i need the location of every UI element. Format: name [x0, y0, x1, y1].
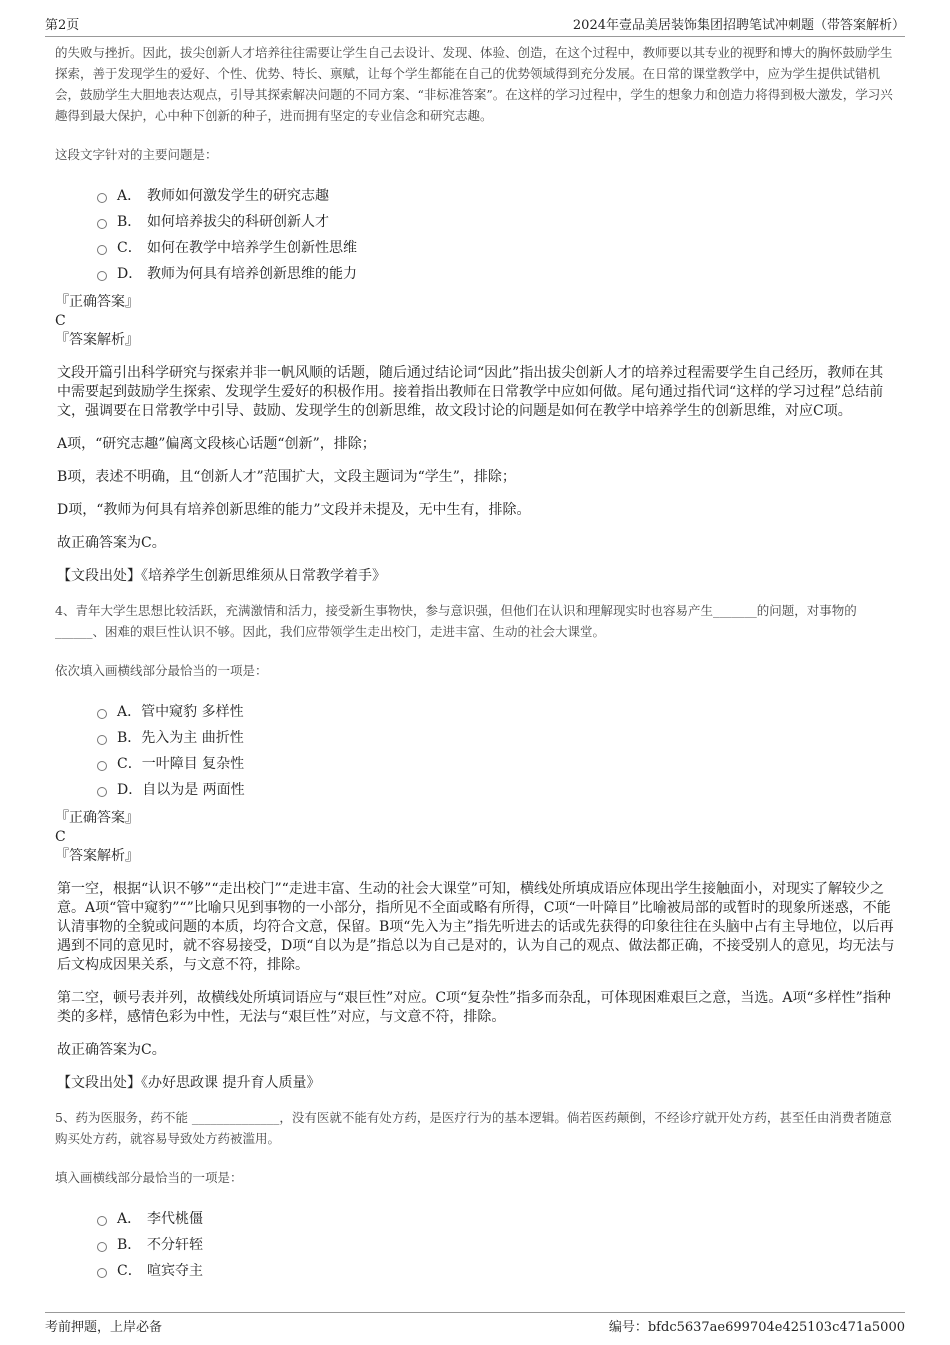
radio-icon[interactable] — [97, 271, 107, 281]
q4-option-a[interactable] — [97, 699, 895, 725]
option-letter: B． — [117, 730, 142, 746]
radio-icon[interactable] — [97, 219, 107, 229]
radio-icon[interactable] — [97, 761, 107, 771]
radio-icon[interactable] — [97, 787, 107, 797]
option-letter: A． — [117, 188, 142, 204]
radio-icon[interactable] — [97, 193, 107, 203]
page-content — [55, 42, 895, 1284]
q5-options — [97, 1206, 895, 1284]
q3-analysis-para: B项，表述不明确，且“创新人才”范围扩大，文段主题词为“学生”，排除； — [57, 469, 516, 485]
option-text: 教师如何激发学生的研究志趣 — [147, 188, 329, 204]
answer-value: C — [55, 829, 66, 845]
analysis-label: 『答案解析』 — [55, 332, 139, 348]
option-letter: C． — [117, 1263, 142, 1279]
option-text: 管中窥豹 多样性 — [141, 704, 244, 720]
option-text: 喧宾夺主 — [147, 1263, 203, 1279]
q5-question: 填入画横线部分最恰当的一项是： — [55, 1170, 243, 1185]
option-text: 不分轩轾 — [147, 1237, 203, 1253]
option-text: 先入为主 曲折性 — [141, 730, 244, 746]
option-letter: D． — [117, 782, 143, 798]
option-letter: C． — [117, 756, 142, 772]
option-text: 李代桃僵 — [147, 1211, 203, 1227]
q5-option-c[interactable] — [97, 1258, 895, 1284]
q3-options — [97, 183, 895, 287]
q3-option-d[interactable] — [97, 261, 895, 287]
document-id: 编号：bfdc5637ae699704e425103c471a5000 — [608, 1320, 905, 1335]
footer-slogan: 考前押题，上岸必备 — [45, 1320, 163, 1335]
radio-icon[interactable] — [97, 709, 107, 719]
radio-icon[interactable] — [97, 1216, 107, 1226]
option-text: 一叶障目 复杂性 — [141, 756, 245, 772]
q3-option-a[interactable] — [97, 183, 895, 209]
answer-value: C — [55, 313, 66, 329]
q4-conclusion: 故正确答案为C。 — [57, 1042, 166, 1058]
q4-answer-block — [55, 809, 895, 866]
q5-option-b[interactable] — [97, 1232, 895, 1258]
q4-option-d[interactable] — [97, 777, 895, 803]
q3-passage: 的失败与挫折。因此，拔尖创新人才培养往往需要让学生自己去设计、发现、体验、创造，在这个过程中，教师要以其专业的视野和博大的胸怀鼓励学生探索，善于发现学生的爱好、个性、优势、特长、禀赋，让每个学生都能在自己的优势领域得到充分发展。在日常的课堂教学中，应为学生提供试错机会，鼓励学生大胆地表达观点，引导其探索解决问题的不同方案、“非标准答案”。在这样的学习过程中，学生的想象力和创造力将得到极大激发，学习兴趣得到最大保护，心中种下创新的种子，进而拥有坚定的专业信念和研究志趣。 — [55, 45, 893, 123]
option-text: 如何培养拔尖的科研创新人才 — [147, 214, 329, 230]
q4-passage: 4、青年大学生思想比较活跃，充满激情和活力，接受新生事物快，参与意识强，但他们在认识和理解现实时也容易产生_______的问题，对事物的______、困难的艰巨性认识不够。因此，我们应带领学生走出校门，走进丰富、生动的社会大课堂。 — [55, 603, 857, 639]
document-title: 2024年壹品美居装饰集团招聘笔试冲刺题（带答案解析） — [572, 18, 905, 33]
q3-analysis-para: A项，“研究志趣”偏离文段核心话题“创新”，排除； — [57, 436, 376, 452]
option-letter: A． — [117, 704, 142, 720]
answer-label: 『正确答案』 — [55, 810, 139, 826]
q5-passage: 5、药为医服务，药不能 ______________，没有医就不能有处方药，是医疗行为的基本逻辑。倘若医药颠倒，不经诊疗就开处方药，甚至任由消费者随意购买处方药，就容易导致处方药被滥用。 — [55, 1110, 892, 1146]
q3-conclusion: 故正确答案为C。 — [57, 535, 166, 551]
analysis-label: 『答案解析』 — [55, 848, 139, 864]
q4-question: 依次填入画横线部分最恰当的一项是： — [55, 663, 268, 678]
q4-option-b[interactable] — [97, 725, 895, 751]
page-number: 第2页 — [45, 18, 80, 33]
q4-analysis-para: 第一空，根据“认识不够”“走出校门”“走进丰富、生动的社会大课堂”可知，横线处所填成语应体现出学生接触面小，对现实了解较少之意。A项“管中窥豹”“”比喻只见到事物的一小部分，指所见不全面或略有所得，C项“一叶障目”比喻被局部的或暂时的现象所迷惑，不能认清事物的全貌或问题的本质，均符合文意，保留。B项“先入为主”指先听进去的话或先获得的印象往往在头脑中占有主导地位，以后再遇到不同的意见时，就不容易接受，D项“自以为是”指总以为自己是对的，认为自己的观点、做法都正确，不接受别人的意见，均无法与后文构成因果关系，与文意不符，排除。 — [57, 881, 895, 973]
option-letter: C． — [117, 240, 142, 256]
option-text: 教师为何具有培养创新思维的能力 — [147, 266, 357, 282]
option-letter: D． — [117, 266, 143, 282]
q3-answer-block — [55, 293, 895, 350]
radio-icon[interactable] — [97, 735, 107, 745]
option-text: 自以为是 两面性 — [142, 782, 245, 798]
q3-analysis-para: 文段开篇引出科学研究与探索并非一帆风顺的话题，随后通过结论词“因此”指出拔尖创新人才的培养过程需要学生自己经历，教师在其中需要起到鼓励学生探索、发现学生爱好的积极作用。接着指出教师在日常教学中应如何做。尾句通过指代词“这样的学习过程”总结前文，强调要在日常教学中引导、鼓励、发现学生的创新思维，故文段讨论的问题是如何在教学中培养学生的创新思维，对应C项。 — [57, 365, 884, 419]
page-footer — [45, 1312, 905, 1333]
radio-icon[interactable] — [97, 1268, 107, 1278]
q4-option-c[interactable] — [97, 751, 895, 777]
q4-source: 【文段出处】《办好思政课 提升育人质量》 — [57, 1075, 321, 1091]
option-text: 如何在教学中培养学生创新性思维 — [147, 240, 357, 256]
q5-option-a[interactable] — [97, 1206, 895, 1232]
radio-icon[interactable] — [97, 1242, 107, 1252]
radio-icon[interactable] — [97, 245, 107, 255]
q3-option-b[interactable] — [97, 209, 895, 235]
q4-options — [97, 699, 895, 803]
option-letter: B． — [117, 214, 142, 230]
q4-analysis-para: 第二空，顿号表并列，故横线处所填词语应与“艰巨性”对应。C项“复杂性”指多而杂乱，可体现困难艰巨之意，当选。A项“多样性”指种类的多样，感情色彩为中性，无法与“艰巨性”对应，与文意不符，排除。 — [57, 990, 891, 1025]
option-letter: B． — [117, 1237, 142, 1253]
answer-label: 『正确答案』 — [55, 294, 139, 310]
option-letter: A． — [117, 1211, 142, 1227]
q3-analysis-para: D项，“教师为何具有培养创新思维的能力”文段并未提及，无中生有，排除。 — [57, 502, 531, 518]
q3-option-c[interactable] — [97, 235, 895, 261]
q3-question: 这段文字针对的主要问题是： — [55, 147, 218, 162]
page-header — [45, 14, 905, 37]
q3-source: 【文段出处】《培养学生创新思维须从日常教学着手》 — [57, 568, 386, 584]
